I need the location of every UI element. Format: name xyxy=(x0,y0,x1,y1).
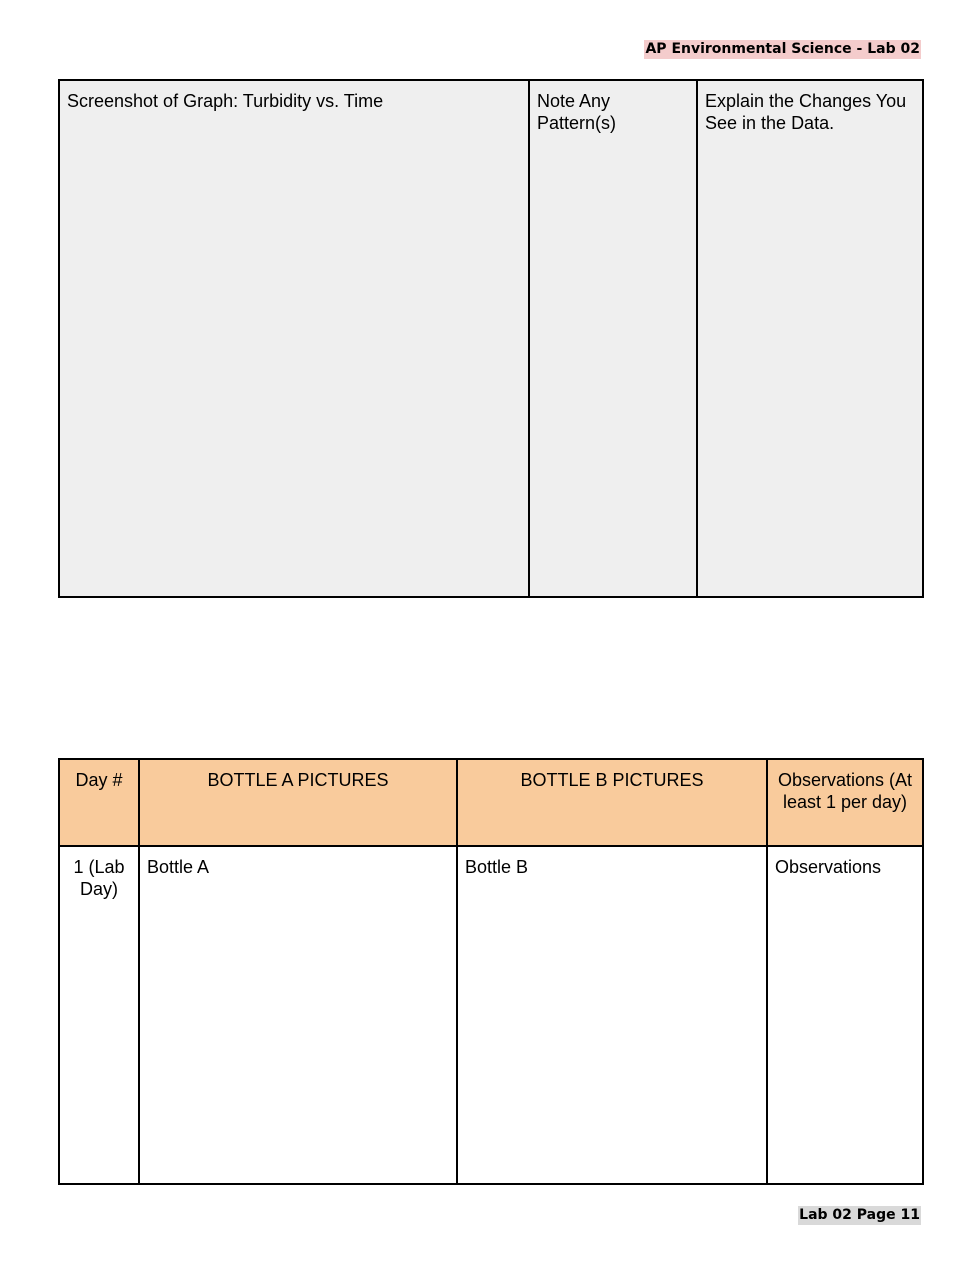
bottle-a-header: BOTTLE A PICTURES xyxy=(139,759,457,846)
table-header-row xyxy=(59,759,923,846)
patterns-cell[interactable]: Note Any Pattern(s) xyxy=(529,80,697,597)
day-cell: 1 (Lab Day) xyxy=(59,846,139,1184)
day-header: Day # xyxy=(59,759,139,846)
bottle-b-header: BOTTLE B PICTURES xyxy=(457,759,767,846)
graph-screenshot-cell[interactable]: Screenshot of Graph: Turbidity vs. Time xyxy=(59,80,529,597)
bottle-b-cell[interactable]: Bottle B xyxy=(457,846,767,1184)
explain-changes-cell[interactable]: Explain the Changes You See in the Data. xyxy=(697,80,923,597)
table-row xyxy=(59,846,923,1184)
observations-cell[interactable]: Observations xyxy=(767,846,923,1184)
bottle-a-cell[interactable]: Bottle A xyxy=(139,846,457,1184)
page-number-label: Lab 02 Page 11 xyxy=(799,1207,920,1223)
table-row xyxy=(59,80,923,597)
header-title: AP Environmental Science - Lab 02 xyxy=(645,41,920,57)
observations-header: Observations (At least 1 per day) xyxy=(767,759,923,846)
graph-analysis-table xyxy=(58,79,924,598)
bottle-pictures-table xyxy=(58,758,924,1185)
